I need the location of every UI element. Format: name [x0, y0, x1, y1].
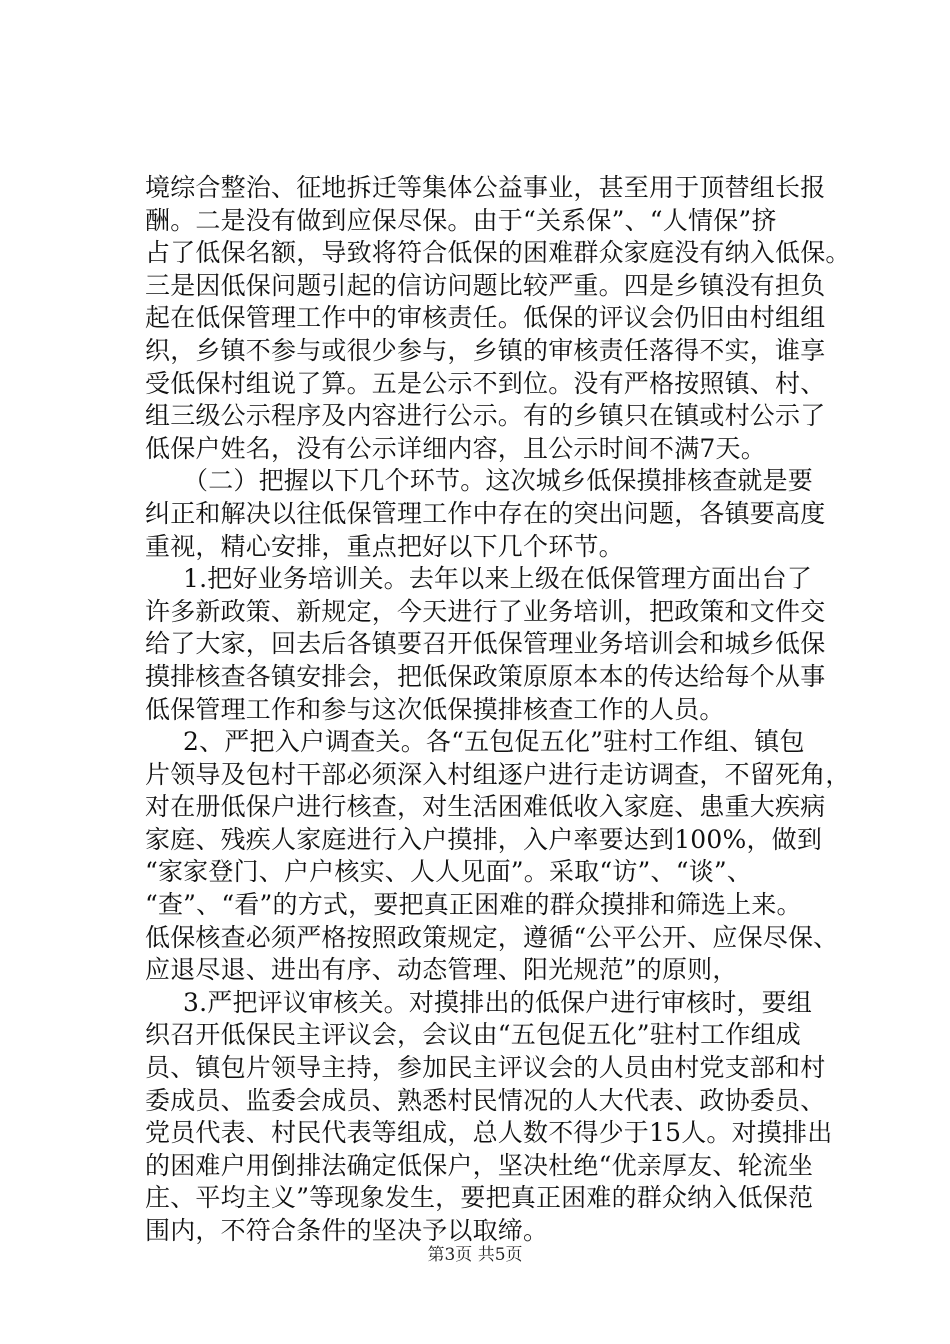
text-line: 的困难户用倒排法确定低保户，坚决杜绝“优亲厚友、轮流坐 — [145, 1150, 814, 1180]
text-line: 重视，精心安排，重点把好以下几个环节。 — [145, 531, 624, 561]
text-line: “查”、“看”的方式，要把真正困难的群众摸排和筛选上来。 — [145, 890, 802, 920]
text-line: 织召开低保民主评议会，会议由“五包促五化”驻村工作组成 — [145, 1020, 801, 1050]
text-line: 低保户姓名，没有公示详细内容，且公示时间不满7天。 — [145, 433, 766, 463]
text-line: 许多新政策、新规定，今天进行了业务培训，把政策和文件交 — [145, 596, 826, 626]
text-line: 境综合整治、征地拆迁等集体公益事业，甚至用于顶替组长报 — [145, 173, 826, 202]
paragraph-start-line: 3.严把评议审核关。对摸排出的低保户进行审核时，要组 — [183, 987, 813, 1017]
text-line: 织，乡镇不参与或很少参与，乡镇的审核责任落得不实，谁享 — [145, 335, 826, 365]
text-line: 酬。二是没有做到应保尽保。由于“关系保”、“人情保”挤 — [145, 205, 777, 235]
text-line: 家庭、残疾人家庭进行入户摸排，入户率要达到100%，做到 — [145, 824, 823, 854]
text-line: 受低保村组说了算。五是公示不到位。没有严格按照镇、村、 — [145, 368, 826, 398]
text-line: 应退尽退、进出有序、动态管理、阳光规范”的原则， — [145, 955, 738, 985]
text-line: 纠正和解决以往低保管理工作中存在的突出问题，各镇要高度 — [145, 498, 826, 528]
text-line: “家家登门、户户核实、人人见面”。采取“访”、“谈”、 — [145, 857, 753, 887]
text-line: 围内，不符合条件的坚决予以取缔。 — [145, 1216, 549, 1245]
text-line: 组三级公示程序及内容进行公示。有的乡镇只在镇或村公示了 — [145, 401, 826, 431]
page-number-footer: 第3页 共5页 — [427, 1245, 523, 1265]
text-line: 庄、平均主义”等现象发生，要把真正困难的群众纳入低保范 — [145, 1183, 814, 1213]
text-line: 三是因低保问题引起的信访问题比较严重。四是乡镇没有担负 — [145, 270, 826, 300]
text-line: 委成员、监委会成员、熟悉村民情况的人大代表、政协委员、 — [145, 1085, 826, 1115]
text-line: 对在册低保户进行核查，对生活困难低收入家庭、患重大疾病 — [145, 792, 826, 822]
text-line: 低保管理工作和参与这次低保摸排核查工作的人员。 — [145, 694, 725, 724]
text-line: 低保核查必须严格按照政策规定，遵循“公平公开、应保尽保、 — [145, 922, 839, 952]
document-body — [145, 172, 851, 1248]
text-line: 摸排核查各镇安排会，把低保政策原原本本的传达给每个从事 — [145, 661, 826, 691]
text-line: 员、镇包片领导主持，参加民主评议会的人员由村党支部和村 — [145, 1053, 826, 1083]
paragraph-start-line: 1.把好业务培训关。去年以来上级在低保管理方面出台了 — [183, 564, 813, 594]
text-line: 给了大家，回去后各镇要召开低保管理业务培训会和城乡低保 — [145, 629, 826, 659]
text-line: 党员代表、村民代表等组成，总人数不得少于15人。对摸排出 — [145, 1118, 833, 1148]
text-line: 片领导及包村干部必须深入村组逐户进行走访调查，不留死角， — [145, 759, 851, 789]
text-line: 占了低保名额，导致将符合低保的困难群众家庭没有纳入低保。 — [145, 238, 851, 268]
paragraph-start-line: （二）把握以下几个环节。这次城乡低保摸排核查就是要 — [183, 466, 814, 496]
text-line: 起在低保管理工作中的审核责任。低保的评议会仍旧由村组组 — [145, 303, 826, 333]
paragraph-start-line: 2、严把入户调查关。各“五包促五化”驻村工作组、镇包 — [183, 727, 805, 757]
